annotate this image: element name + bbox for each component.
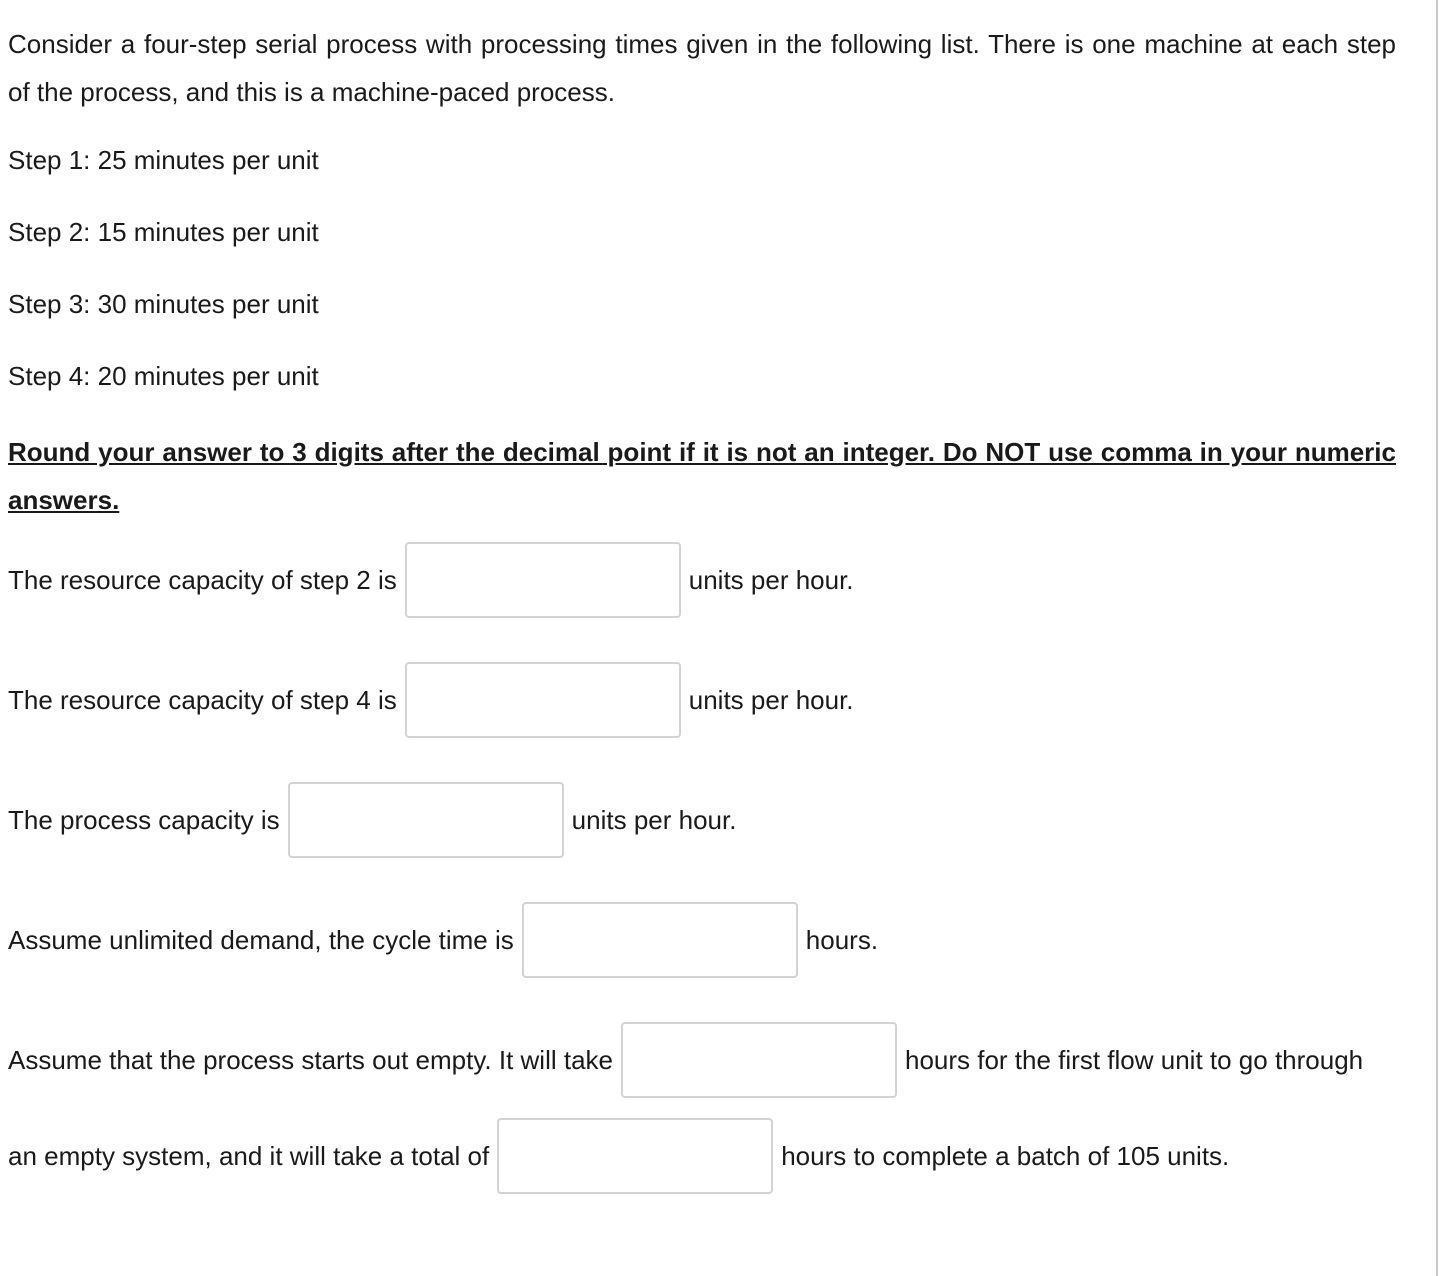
question-suffix: hours for the first flow unit to go through — [904, 1044, 1364, 1075]
question-suffix: units per hour. — [571, 804, 737, 835]
question-prefix: Assume that the process starts out empty. It will take — [8, 1044, 613, 1075]
process-capacity-input[interactable] — [288, 782, 564, 858]
problem-intro: Consider a four-step serial process with processing times given in the following list. There is one machine at each step of the process, and this is a machine-paced process. — [8, 29, 1396, 107]
page-right-border — [1436, 0, 1438, 1276]
question-suffix: units per hour. — [688, 684, 854, 715]
question-row-step2-capacity — [8, 542, 854, 618]
question-row-flow-time — [8, 1022, 1363, 1098]
step-3-text: Step 3: 30 minutes per unit — [8, 289, 319, 319]
step-1-text: Step 1: 25 minutes per unit — [8, 145, 319, 175]
question-prefix: The resource capacity of step 2 is — [8, 564, 397, 595]
question-suffix: units per hour. — [688, 564, 854, 595]
question-prefix: The process capacity is — [8, 804, 280, 835]
batch-time-input[interactable] — [497, 1118, 773, 1194]
step4-capacity-input[interactable] — [405, 662, 681, 738]
question-row-step4-capacity — [8, 662, 854, 738]
step-2-text: Step 2: 15 minutes per unit — [8, 217, 319, 247]
question-row-cycle-time — [8, 902, 878, 978]
flow-time-input[interactable] — [621, 1022, 897, 1098]
cycle-time-input[interactable] — [522, 902, 798, 978]
question-row-batch-time — [8, 1118, 1229, 1194]
question-prefix: an empty system, and it will take a total of — [8, 1140, 490, 1171]
step-4-text: Step 4: 20 minutes per unit — [8, 361, 319, 391]
question-row-process-capacity — [8, 782, 736, 858]
rounding-instruction: Round your answer to 3 digits after the decimal point if it is not an integer. Do NOT use comma in your numeric answers. — [8, 437, 1396, 515]
step2-capacity-input[interactable] — [405, 542, 681, 618]
question-suffix: hours to complete a batch of 105 units. — [781, 1140, 1230, 1171]
question-suffix: hours. — [805, 924, 879, 955]
question-prefix: Assume unlimited demand, the cycle time is — [8, 924, 514, 955]
question-prefix: The resource capacity of step 4 is — [8, 684, 397, 715]
